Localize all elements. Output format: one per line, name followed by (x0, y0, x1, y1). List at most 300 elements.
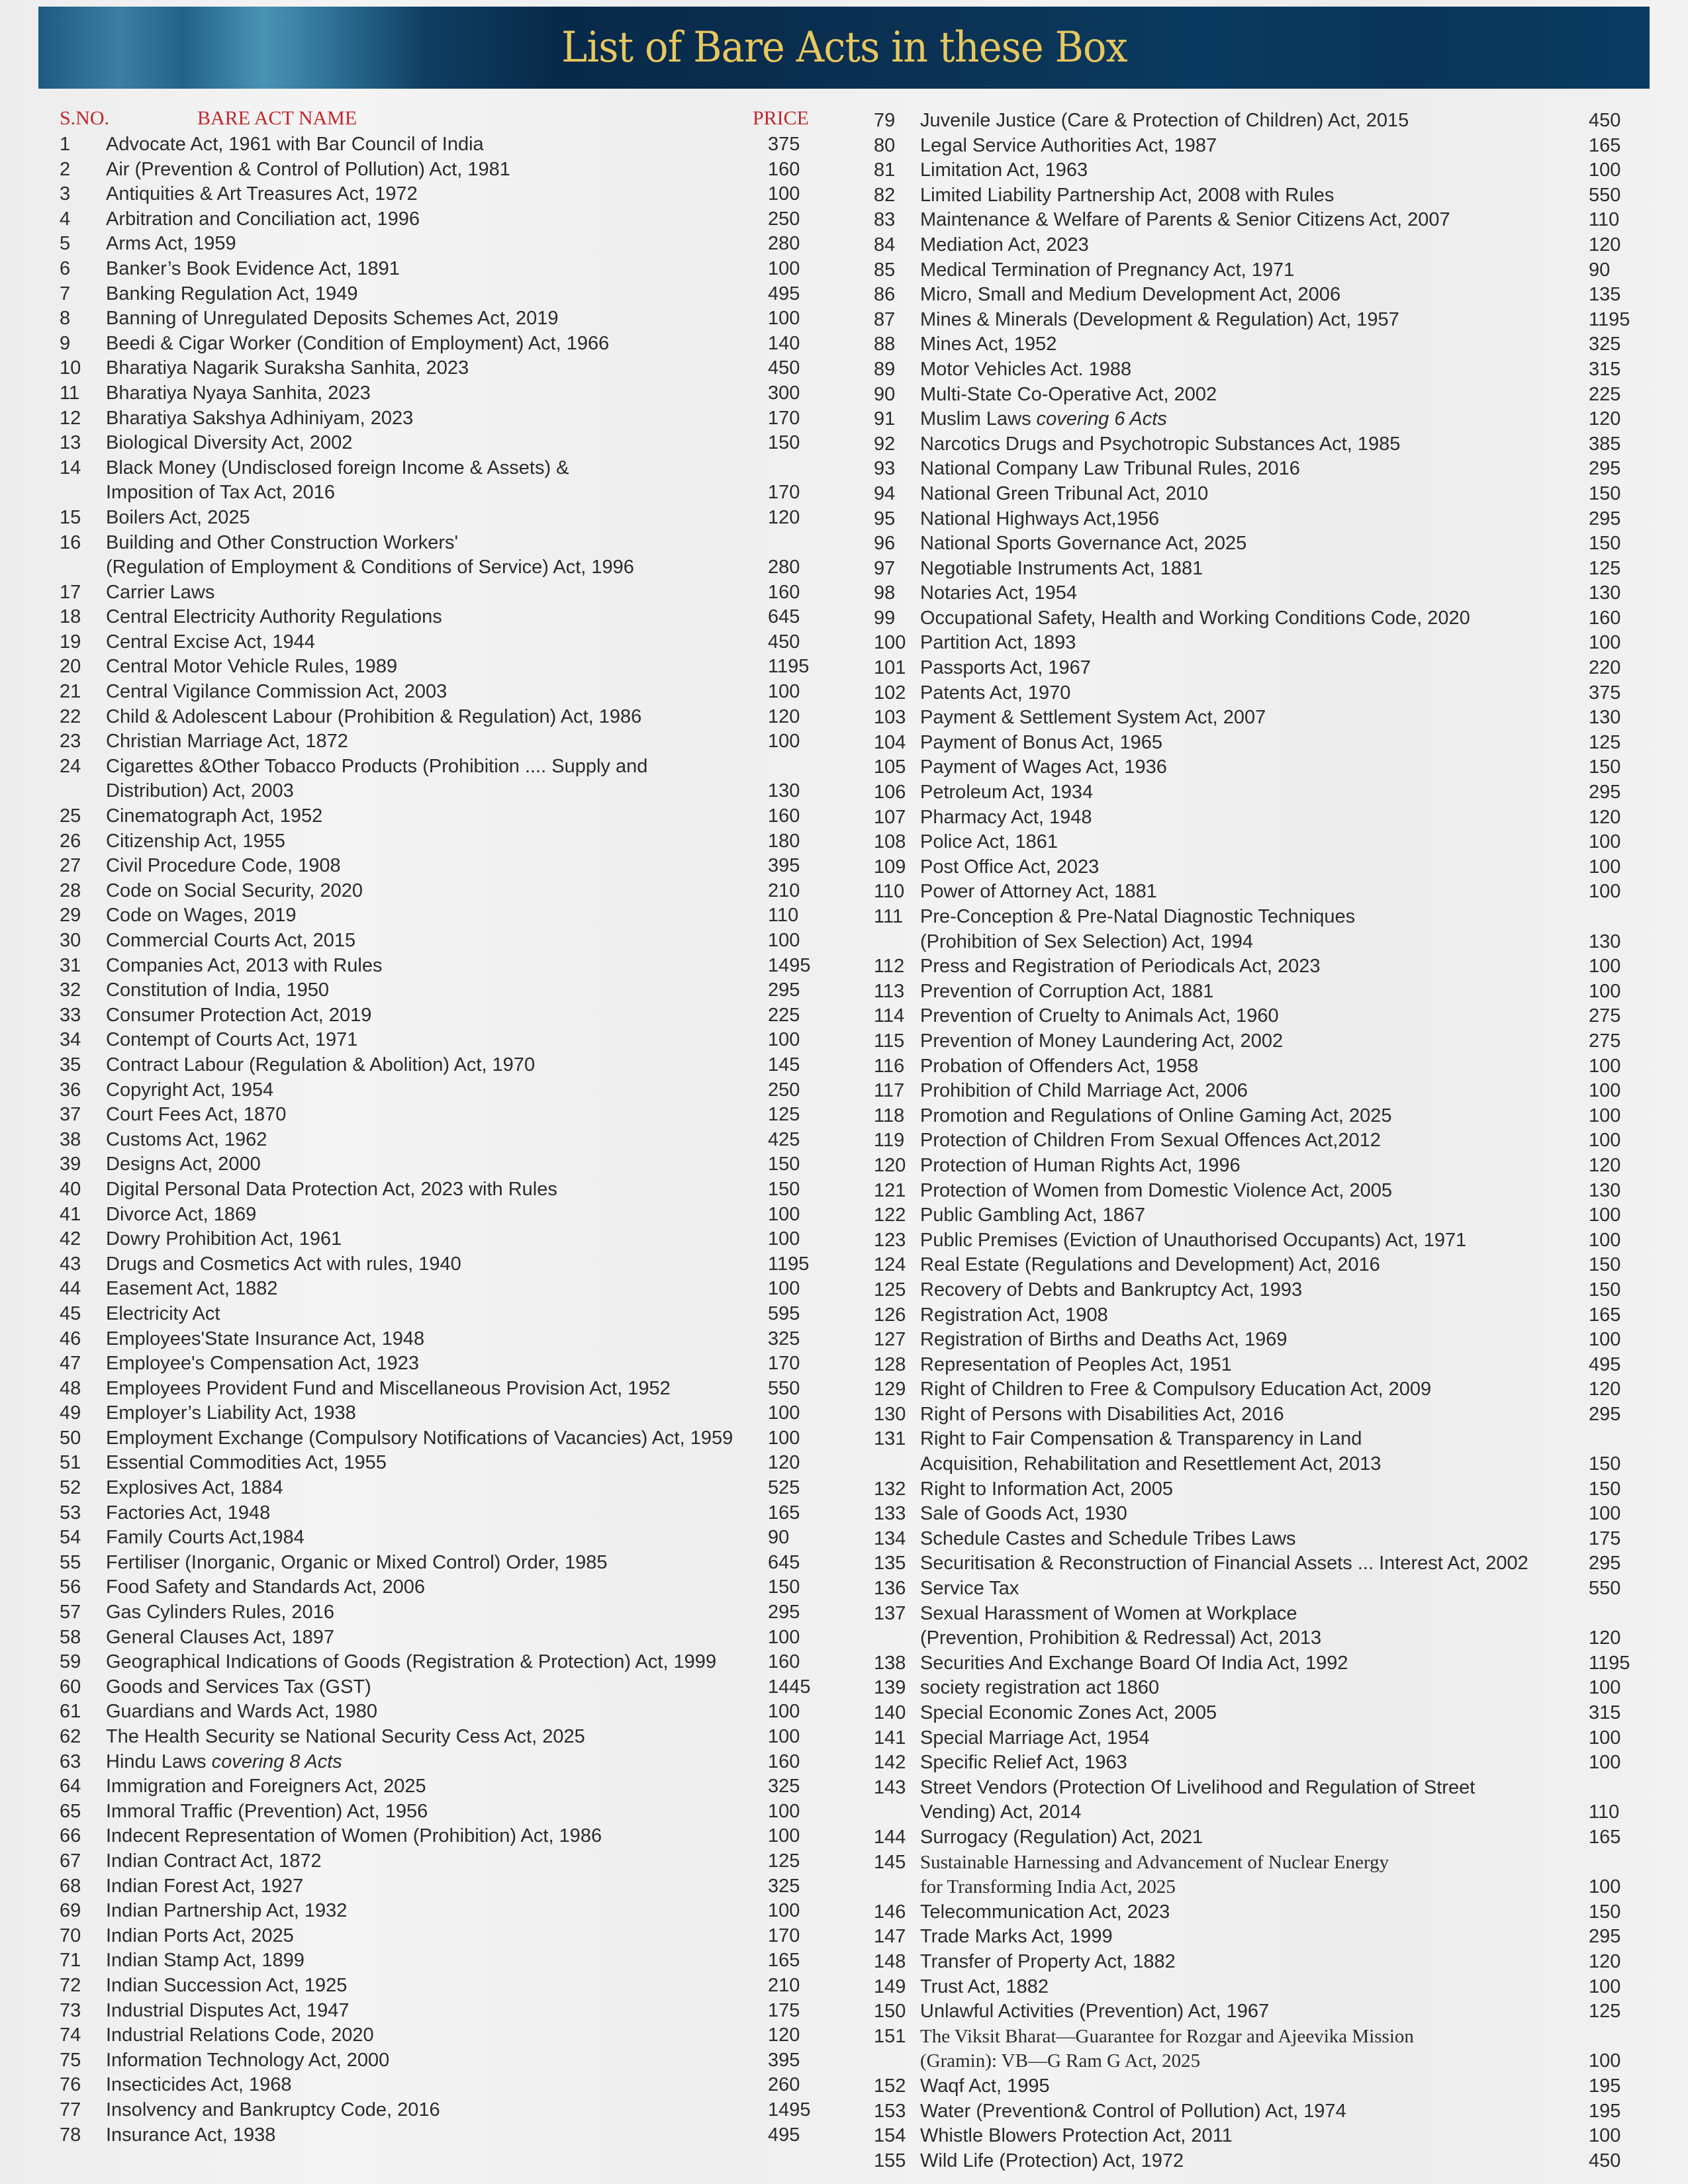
act-name (106, 630, 741, 655)
act-row (60, 232, 814, 257)
act-name-line: Cigarettes &Other Tobacco Products (Prohibition .... Supply and (106, 755, 648, 777)
act-sno: 119 (874, 1130, 905, 1152)
act-name-line: Occupational Safety, Health and Working Conditions Code, 2020 (920, 607, 1470, 629)
act-name (106, 729, 741, 754)
act-name (920, 332, 1562, 357)
act-name (106, 1227, 741, 1252)
act-sno: 41 (60, 1203, 81, 1225)
act-row (60, 1302, 814, 1327)
act-price: 170 (768, 1353, 800, 1375)
act-price: 175 (768, 1999, 800, 2021)
act-name-line: Goods and Services Tax (GST) (106, 1676, 371, 1698)
act-name-line: Medical Termination of Pregnancy Act, 1971 (920, 259, 1295, 281)
act-name (920, 1925, 1562, 1950)
act-sno: 59 (60, 1651, 81, 1673)
act-sno: 31 (60, 954, 81, 976)
act-name (106, 2073, 741, 2098)
act-name-line: Negotiable Instruments Act, 1881 (920, 557, 1203, 579)
act-name-line: Black Money (Undisclosed foreign Income & Assets) & (106, 457, 569, 478)
act-name (920, 805, 1562, 831)
act-name (920, 1751, 1562, 1776)
act-sno: 75 (60, 2049, 81, 2071)
act-sno: 132 (874, 1478, 906, 1500)
act-name-line: Immoral Traffic (Prevention) Act, 1956 (106, 1800, 428, 1822)
act-row (60, 1974, 814, 1999)
act-price: 300 (768, 382, 800, 404)
act-row (60, 1351, 814, 1377)
act-price: 130 (1589, 1179, 1621, 1201)
act-name (106, 605, 741, 630)
act-row (874, 432, 1635, 457)
act-name (920, 1776, 1562, 1825)
act-row (874, 1029, 1635, 1054)
act-sno: 54 (60, 1527, 81, 1549)
act-row (60, 2023, 814, 2048)
act-name (106, 1600, 741, 1625)
act-name (106, 1128, 741, 1153)
act-name (106, 1401, 741, 1426)
act-sno: 106 (874, 782, 906, 803)
act-name-line: Indian Succession Act, 1925 (106, 1974, 348, 1996)
act-row (60, 456, 814, 506)
act-row (874, 2149, 1635, 2174)
act-price: 1195 (1589, 1652, 1630, 1674)
act-sno: 30 (60, 930, 81, 951)
act-row (60, 1799, 814, 1825)
act-name-line: Notaries Act, 1954 (920, 582, 1077, 604)
act-sno: 116 (874, 1055, 905, 1077)
act-price: 1445 (768, 1676, 811, 1698)
act-sno: 115 (874, 1030, 905, 1052)
act-sno: 50 (60, 1427, 81, 1449)
act-name (106, 1849, 741, 1874)
act-sno: 42 (60, 1228, 81, 1250)
act-sno: 71 (60, 1950, 81, 1972)
act-row (874, 1377, 1635, 1402)
act-name (106, 207, 741, 232)
act-row (874, 681, 1635, 706)
act-price: 315 (1589, 358, 1621, 380)
act-price: 450 (1589, 2150, 1621, 2171)
act-name (920, 1527, 1562, 1552)
act-sno: 5 (60, 233, 71, 255)
act-name (920, 1104, 1562, 1129)
act-name-line: Maintenance & Welfare of Parents & Senior Citizens Act, 2007 (920, 209, 1450, 231)
act-price: 525 (768, 1477, 800, 1499)
act-price: 250 (768, 208, 800, 230)
act-name-line: Commercial Courts Act, 2015 (106, 930, 356, 951)
act-row (874, 1253, 1635, 1278)
act-row (60, 1252, 814, 1277)
act-name (106, 1774, 741, 1799)
act-name-line: Electricity Act (106, 1302, 220, 1324)
act-row (874, 109, 1635, 134)
act-name (106, 1899, 741, 1924)
act-sno: 64 (60, 1776, 81, 1797)
act-sno: 112 (874, 956, 905, 978)
act-row (60, 854, 814, 879)
act-name (920, 656, 1562, 681)
act-price: 450 (768, 631, 800, 653)
act-name (920, 2074, 1562, 2099)
act-row (60, 1103, 814, 1128)
act-row (874, 1328, 1635, 1353)
act-name-line: Distribution) Act, 2003 (106, 780, 294, 802)
act-price: 150 (1589, 1254, 1621, 1276)
act-price: 100 (1589, 159, 1621, 181)
act-name-line: Passports Act, 1967 (920, 657, 1091, 679)
act-price: 165 (1589, 134, 1621, 156)
act-name-line: Acquisition, Rehabilitation and Resettlement Act, 2013 (920, 1453, 1382, 1475)
act-price: 100 (768, 1029, 800, 1051)
act-row (874, 1502, 1635, 1527)
act-row (60, 2048, 814, 2073)
act-sno: 47 (60, 1353, 81, 1375)
act-price: 100 (768, 1228, 800, 1250)
act-sno: 82 (874, 184, 896, 206)
act-price: 130 (1589, 582, 1621, 604)
act-name (920, 830, 1562, 855)
act-price: 275 (1589, 1030, 1621, 1052)
act-sno: 128 (874, 1353, 906, 1375)
act-name (106, 306, 741, 332)
act-price: 100 (1589, 831, 1621, 853)
act-sno: 40 (60, 1178, 81, 1200)
act-name (920, 407, 1562, 432)
act-price: 325 (768, 1875, 800, 1897)
act-name-line: Pre-Conception & Pre-Natal Diagnostic Techniques (920, 906, 1356, 927)
act-name-line: Factories Act, 1948 (106, 1502, 271, 1524)
act-name-line: Limitation Act, 1963 (920, 159, 1088, 181)
act-name (106, 879, 741, 904)
act-name (106, 655, 741, 680)
act-price: 100 (1589, 1677, 1621, 1699)
act-name (106, 1203, 741, 1228)
act-row (874, 1551, 1635, 1576)
act-row (60, 1899, 814, 1924)
act-name-line: Insurance Act, 1938 (106, 2124, 276, 2146)
act-sno: 29 (60, 905, 81, 927)
act-name-line: Limited Liability Partnership Act, 2008 with Rules (920, 184, 1335, 206)
act-name (106, 1003, 741, 1028)
act-price: 120 (1589, 1627, 1621, 1649)
act-name (106, 531, 741, 580)
act-name (106, 1501, 741, 1526)
act-name (920, 1602, 1562, 1651)
act-name-line: Protection of Human Rights Act, 1996 (920, 1154, 1241, 1176)
act-row (60, 1600, 814, 1625)
act-name-line: National Company Law Tribunal Rules, 2016 (920, 458, 1300, 480)
act-row (874, 705, 1635, 731)
act-row (60, 1327, 814, 1352)
act-row (874, 954, 1635, 979)
act-name (920, 1726, 1562, 1751)
act-row (874, 1154, 1635, 1179)
act-sno: 117 (874, 1080, 905, 1102)
act-price: 100 (1589, 632, 1621, 654)
act-sno: 15 (60, 506, 81, 528)
act-name-line: Advocate Act, 1961 with Bar Council of India (106, 134, 484, 155)
act-name (920, 1502, 1562, 1527)
act-name (920, 1651, 1562, 1676)
act-name (106, 1700, 741, 1725)
act-price: 150 (768, 1154, 800, 1175)
act-sno: 20 (60, 656, 81, 678)
act-name-line: Drugs and Cosmetics Act with rules, 1940 (106, 1253, 461, 1275)
act-price: 150 (1589, 533, 1621, 555)
act-sno: 139 (874, 1677, 906, 1699)
act-row (874, 258, 1635, 283)
act-price: 295 (1589, 1553, 1621, 1574)
act-price: 295 (768, 1602, 800, 1623)
act-name-line: Beedi & Cigar Worker (Condition of Employment) Act, 1966 (106, 332, 610, 354)
act-price: 170 (768, 1925, 800, 1946)
act-price: 100 (1589, 1503, 1621, 1525)
act-row (60, 978, 814, 1003)
act-sno: 74 (60, 2025, 81, 2046)
act-sno: 28 (60, 880, 81, 901)
act-row (60, 282, 814, 307)
act-name-line: Right to Fair Compensation & Transparency in Land (920, 1428, 1362, 1450)
act-price: 150 (1589, 1901, 1621, 1923)
act-sno: 138 (874, 1652, 906, 1674)
act-name (920, 1054, 1562, 1079)
act-name (920, 705, 1562, 731)
act-price: 395 (768, 855, 800, 877)
act-name (106, 1675, 741, 1700)
act-sno: 93 (874, 458, 896, 480)
act-name-line: Air (Prevention & Control of Pollution) Act, 1981 (106, 158, 510, 180)
act-price: 100 (1589, 1130, 1621, 1152)
act-sno: 124 (874, 1254, 906, 1276)
act-price: 425 (768, 1128, 800, 1150)
act-name-line: Registration Act, 1908 (920, 1304, 1108, 1326)
act-price: 260 (768, 2074, 800, 2096)
act-price: 210 (768, 880, 800, 901)
act-name (920, 1427, 1562, 1477)
act-sno: 109 (874, 856, 906, 878)
act-name (920, 1377, 1562, 1402)
act-name-line: Indecent Representation of Women (Prohibition) Act, 1986 (106, 1825, 602, 1847)
act-sno: 143 (874, 1776, 906, 1798)
act-sno: 142 (874, 1752, 906, 1774)
act-row (60, 1377, 814, 1402)
act-name-line: The Viksit Bharat—Guarantee for Rozgar and Ajeevika Mission (920, 2025, 1414, 2047)
act-row (60, 680, 814, 705)
act-price: 150 (1589, 1453, 1621, 1475)
act-row (60, 1451, 814, 1476)
act-name-line: Bharatiya Nagarik Suraksha Sanhita, 2023 (106, 357, 469, 379)
act-price: 325 (1589, 334, 1621, 355)
act-price: 315 (1589, 1702, 1621, 1723)
act-price: 295 (768, 979, 800, 1001)
act-sno: 58 (60, 1626, 81, 1648)
act-price: 375 (1589, 682, 1621, 704)
act-name-line: Trade Marks Act, 1999 (920, 1926, 1113, 1948)
act-name (920, 731, 1562, 756)
act-name-line: Prevention of Money Laundering Act, 2002 (920, 1030, 1284, 1052)
act-name (920, 457, 1562, 482)
act-name (106, 1103, 741, 1128)
act-price: 165 (768, 1950, 800, 1972)
act-sno: 51 (60, 1452, 81, 1474)
act-price: 160 (768, 1651, 800, 1673)
act-name-line: Employee's Compensation Act, 1923 (106, 1353, 420, 1375)
header-price: PRICE (752, 107, 809, 129)
act-row (874, 656, 1635, 681)
act-name-line: Biological Diversity Act, 2002 (106, 432, 353, 454)
act-name-line: Probation of Offenders Act, 1958 (920, 1055, 1199, 1077)
act-row (874, 332, 1635, 357)
acts-list-left (60, 132, 814, 2148)
act-name (106, 1725, 741, 1750)
act-name-line: Representation of Peoples Act, 1951 (920, 1353, 1232, 1375)
act-price: 1195 (768, 656, 810, 678)
act-name-line: Court Fees Act, 1870 (106, 1104, 287, 1126)
act-row (60, 1128, 814, 1153)
act-price: 450 (768, 357, 800, 379)
act-row (60, 804, 814, 829)
act-price: 595 (768, 1302, 800, 1324)
act-name (106, 1525, 741, 1551)
act-name (106, 456, 741, 506)
act-sno: 134 (874, 1527, 906, 1549)
act-name-line: Antiquities & Art Treasures Act, 1972 (106, 183, 418, 205)
act-name-line: Public Gambling Act, 1867 (920, 1205, 1146, 1226)
act-name (920, 2099, 1562, 2124)
act-name-line: Employment Exchange (Compulsory Notifications of Vacancies) Act, 1959 (106, 1427, 733, 1449)
act-sno: 86 (874, 284, 896, 306)
act-name (106, 1351, 741, 1377)
act-sno: 80 (874, 134, 896, 156)
act-row (874, 1975, 1635, 2000)
act-price: 150 (768, 1576, 800, 1598)
act-row (874, 134, 1635, 159)
act-name (920, 2124, 1562, 2149)
act-row (60, 356, 814, 381)
act-name-line: Patents Act, 1970 (920, 682, 1071, 704)
act-price: 130 (768, 780, 800, 802)
act-row (874, 1900, 1635, 1925)
act-price: 160 (768, 581, 800, 603)
act-row (874, 805, 1635, 831)
act-row (874, 1128, 1635, 1154)
act-name (106, 506, 741, 531)
act-name-line: Protection of Children From Sexual Offences Act,2012 (920, 1130, 1381, 1152)
page-title: List of Bare Acts in these Box (561, 23, 1127, 72)
act-name-line: Building and Other Construction Workers' (106, 531, 459, 553)
act-sno: 114 (874, 1005, 905, 1027)
act-sno: 76 (60, 2074, 81, 2096)
act-name (106, 2123, 741, 2148)
act-price: 100 (768, 1203, 800, 1225)
act-row (60, 332, 814, 357)
act-price: 325 (768, 1776, 800, 1797)
act-sno: 25 (60, 805, 81, 827)
act-price: 100 (1589, 1876, 1621, 1898)
act-row (874, 1925, 1635, 1950)
act-name (106, 705, 741, 730)
act-name (106, 182, 741, 207)
act-row (60, 406, 814, 432)
act-name (920, 979, 1562, 1005)
act-name-line: Specific Relief Act, 1963 (920, 1752, 1127, 1774)
act-price: 100 (1589, 1329, 1621, 1351)
act-name (106, 431, 741, 456)
act-name-line: Explosives Act, 1884 (106, 1477, 283, 1499)
act-name (920, 1278, 1562, 1303)
act-sno: 120 (874, 1154, 906, 1176)
act-name-line: Bharatiya Sakshya Adhiniyam, 2023 (106, 407, 414, 429)
act-sno: 53 (60, 1502, 81, 1524)
act-row (874, 606, 1635, 631)
act-name-line: Prohibition of Child Marriage Act, 2006 (920, 1080, 1248, 1102)
act-name-line: Muslim Laws covering 6 Acts (920, 408, 1167, 430)
table-header (60, 106, 814, 132)
act-name-line: Service Tax (920, 1578, 1019, 1600)
act-row (60, 1152, 814, 1177)
act-name (106, 1924, 741, 1949)
act-name-line: Banking Regulation Act, 1949 (106, 283, 358, 304)
act-name (920, 557, 1562, 582)
act-price: 100 (1589, 881, 1621, 903)
act-name-line: Water (Prevention& Control of Pollution) Act, 1974 (920, 2100, 1346, 2122)
act-name-line: Sustainable Harnessing and Advancement of Nuclear Energy (920, 1851, 1389, 1873)
act-name (920, 258, 1562, 283)
act-name-line: The Health Security se National Security Cess Act, 2025 (106, 1726, 585, 1747)
act-row (60, 829, 814, 854)
act-sno: 126 (874, 1304, 906, 1326)
act-name (106, 978, 741, 1003)
act-price: 220 (1589, 657, 1621, 679)
act-name-line: National Highways Act,1956 (920, 508, 1160, 529)
act-row (60, 1625, 814, 1651)
act-name-line: Registration of Births and Deaths Act, 1969 (920, 1329, 1288, 1351)
act-name-line: Contract Labour (Regulation & Abolition) Act, 1970 (106, 1054, 536, 1075)
act-price: 100 (768, 1626, 800, 1648)
act-name-line: Gas Cylinders Rules, 2016 (106, 1602, 334, 1623)
act-name (920, 631, 1562, 656)
act-row (60, 1725, 814, 1750)
act-sno: 102 (874, 682, 906, 704)
act-sno: 37 (60, 1104, 81, 1126)
act-name-line: Mines Act, 1952 (920, 334, 1057, 355)
act-row (874, 905, 1635, 954)
act-sno: 96 (874, 533, 896, 555)
act-row (874, 1726, 1635, 1751)
act-row (874, 308, 1635, 333)
act-price: 450 (1589, 110, 1621, 131)
act-name (106, 257, 741, 282)
act-name (106, 829, 741, 854)
act-row (874, 1402, 1635, 1428)
act-name (920, 507, 1562, 532)
act-price: 120 (1589, 234, 1621, 255)
act-row (60, 1003, 814, 1028)
act-row (60, 1203, 814, 1228)
act-sno: 118 (874, 1105, 905, 1126)
act-name-line: General Clauses Act, 1897 (106, 1626, 334, 1648)
act-name (920, 283, 1562, 308)
act-sno: 14 (60, 457, 81, 478)
act-price: 100 (1589, 1080, 1621, 1102)
act-row (874, 2124, 1635, 2149)
act-name-line: Companies Act, 2013 with Rules (106, 954, 383, 976)
act-price: 100 (768, 1278, 800, 1300)
act-name-line: Protection of Women from Domestic Violence Act, 2005 (920, 1179, 1392, 1201)
act-row (60, 1700, 814, 1725)
act-price: 120 (1589, 1154, 1621, 1176)
